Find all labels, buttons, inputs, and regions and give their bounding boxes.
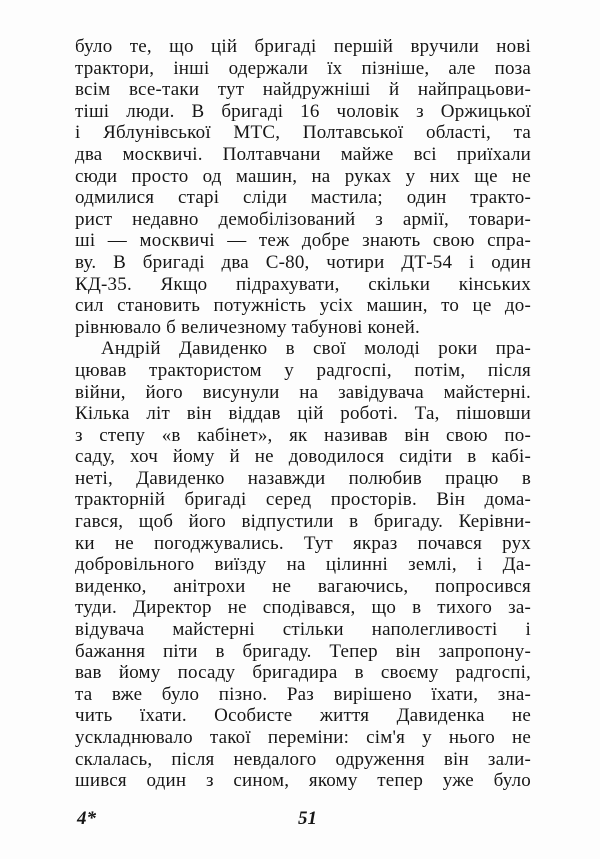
text-line: відувача майстерні стільки наполегливості і	[75, 619, 531, 641]
text-line: ші — москвичі — теж добре знають свою спра-	[75, 230, 531, 252]
text-line: рівнювало б величезному табунові коней.	[75, 316, 420, 338]
text-line: Кілька літ він віддав цій роботі. Та, пішовши	[75, 403, 531, 425]
text-line: війни, його висунули на завідувача майстерні.	[75, 381, 531, 403]
text-line: сил становить потужність усіх машин, то це до-	[75, 295, 531, 317]
text-line: бажання піти в бригаду. Тепер він запропону-	[75, 640, 531, 662]
text-line: чить їхати. Особисте життя Давиденка не	[75, 705, 531, 727]
text-line: два москвичі. Полтавчани майже всі приїхали	[75, 143, 531, 165]
text-line: склалась, після невдалого одруження він зали-	[75, 748, 531, 770]
text-line: КД-35. Якщо підрахувати, скільки кінських	[75, 273, 531, 295]
text-line: тракторній бригаді серед просторів. Він дома-	[75, 489, 531, 511]
text-line: сюди просто од машин, на руках у них ще не	[75, 165, 531, 187]
page-number: 51	[298, 808, 317, 829]
text-line: шився один з сином, якому тепер уже було	[75, 770, 531, 792]
text-line: добровільного виїзду на цілинні землі, і Да-	[75, 554, 531, 576]
text-line: неті, Давиденко назавжди полюбив працю в	[75, 467, 531, 489]
text-line: гався, щоб його відпустили в бригаду. Керівни-	[75, 511, 531, 533]
text-line: виденко, анітрохи не вагаючись, попросився	[75, 575, 531, 597]
text-line: саду, хоч йому й не доводилося сидіти в кабі-	[75, 446, 531, 468]
signature-mark: 4*	[77, 808, 96, 829]
text-line: ву. В бригаді два С-80, чотири ДТ-54 і один	[75, 251, 531, 273]
text-line: всім все-таки тут найдружніші й найпрацьови-	[75, 79, 531, 101]
text-line: та вже було пізно. Раз вирішено їхати, зна-	[75, 683, 531, 705]
body-text	[75, 36, 531, 792]
text-line: тіші люди. В бригаді 16 чоловік з Оржицької	[75, 100, 531, 122]
text-line: цював трактористом у радгоспі, потім, після	[75, 359, 531, 381]
text-line: вав йому посаду бригадира в своєму радгоспі,	[75, 662, 531, 684]
text-line: туди. Директор не сподівався, що в тихого за-	[75, 597, 531, 619]
text-line: рист недавно демобілізований з армії, товари-	[75, 208, 531, 230]
text-line: було те, що цій бригаді першій вручили нові	[75, 36, 531, 57]
text-line: ки не погоджувались. Тут якраз почався рух	[75, 532, 531, 554]
text-line: ускладнювало такої переміни: сім'я у нього не	[75, 727, 531, 748]
text-line: і Яблунівської МТС, Полтавської області, та	[75, 122, 531, 144]
text-line: одмилися старі сліди мастила; один тракто-	[75, 187, 531, 209]
text-line: трактори, інші одержали їх пізніше, але поза	[75, 57, 531, 79]
text-line: Андрій Давиденко в свої молоді роки пра-	[101, 338, 531, 360]
text-line: з степу «в кабінет», як називав він свою по-	[75, 424, 531, 446]
